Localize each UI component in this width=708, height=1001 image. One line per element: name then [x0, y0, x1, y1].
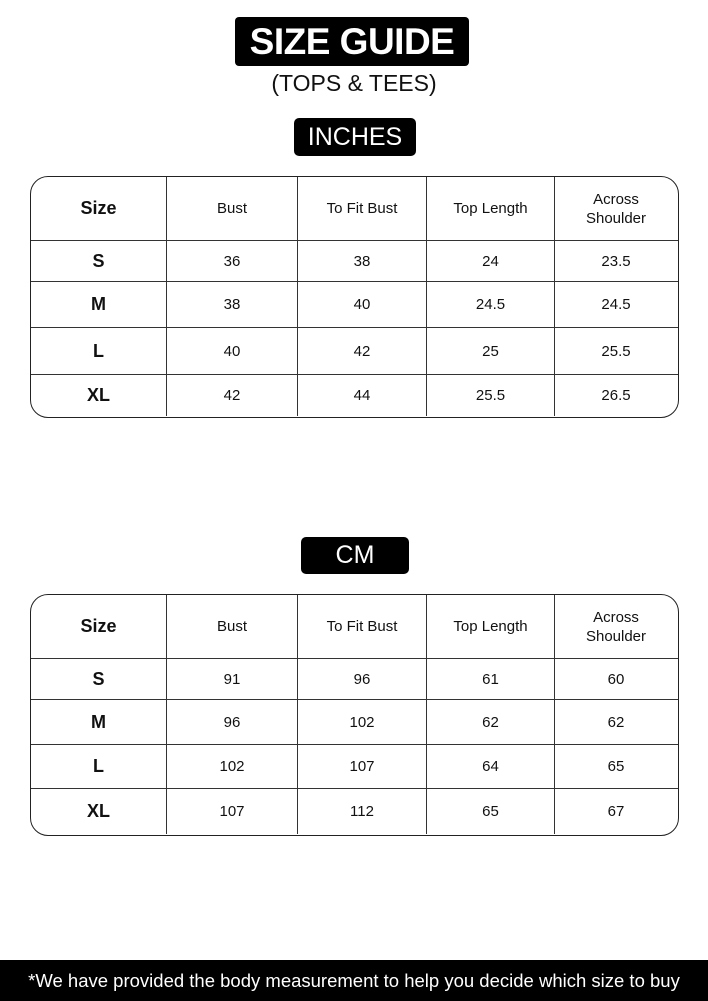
header-cell-across-shoulder: Across Shoulder: [585, 190, 647, 227]
bust-cell: 36: [167, 241, 298, 281]
top-length-cell: 65: [427, 789, 555, 834]
bust-cell: 91: [167, 659, 298, 699]
bust-cell: 38: [167, 282, 298, 327]
size-cell: L: [31, 328, 167, 374]
header-cell-to-fit-bust: To Fit Bust: [298, 595, 427, 658]
across-shoulder-cell: 62: [607, 713, 625, 731]
header-cell-top-length: Top Length: [427, 177, 555, 240]
to-fit-bust-cell: 42: [298, 328, 427, 374]
across-shoulder-cell: 67: [607, 803, 625, 820]
to-fit-bust-cell: 96: [298, 659, 427, 699]
top-length-cell: 24: [427, 241, 555, 281]
across-shoulder-cell: 23.5: [601, 252, 631, 270]
size-cell: S: [31, 241, 167, 281]
page-subtitle: (TOPS & TEES): [271, 70, 437, 96]
size-cell: XL: [31, 789, 167, 834]
header-cell-across-shoulder: Across Shoulder: [585, 608, 647, 645]
to-fit-bust-cell: 38: [298, 241, 427, 281]
to-fit-bust-cell: 112: [298, 789, 427, 834]
table-row: [31, 241, 678, 282]
to-fit-bust-cell: 40: [298, 282, 427, 327]
across-shoulder-cell: 60: [607, 670, 625, 688]
header-cell-bust: Bust: [167, 177, 298, 240]
to-fit-bust-cell: 102: [298, 700, 427, 744]
bust-cell: 96: [167, 700, 298, 744]
size-cell: M: [31, 700, 167, 744]
bust-cell: 102: [167, 745, 298, 788]
table-row: [31, 282, 678, 328]
header-cell-top-length: Top Length: [427, 595, 555, 658]
across-shoulder-cell: 24.5: [601, 296, 631, 313]
top-length-cell: 61: [427, 659, 555, 699]
top-length-cell: 24.5: [427, 282, 555, 327]
inches-unit-label: INCHES: [294, 118, 416, 156]
to-fit-bust-cell: 107: [298, 745, 427, 788]
table-row: [31, 745, 678, 789]
across-shoulder-cell: 65: [607, 758, 625, 775]
page-title: SIZE GUIDE: [235, 17, 469, 66]
inches-size-table: [30, 176, 679, 418]
size-cell: L: [31, 745, 167, 788]
header-cell-to-fit-bust: To Fit Bust: [298, 177, 427, 240]
table-row: [31, 700, 678, 745]
bust-cell: 42: [167, 375, 298, 416]
table-header-row: [31, 177, 678, 241]
across-shoulder-cell: 25.5: [601, 342, 631, 360]
bust-cell: 40: [167, 328, 298, 374]
table-header-row: [31, 595, 678, 659]
footer-note: *We have provided the body measurement to help you decide which size to buy: [0, 960, 708, 1001]
across-shoulder-cell: 26.5: [601, 387, 631, 404]
size-cell: M: [31, 282, 167, 327]
table-row: [31, 375, 678, 416]
cm-unit-label: CM: [301, 537, 409, 574]
table-row: [31, 328, 678, 375]
cm-size-table: [30, 594, 679, 836]
header-cell-size: Size: [31, 177, 167, 240]
header-cell-bust: Bust: [167, 595, 298, 658]
table-row: [31, 789, 678, 834]
top-length-cell: 64: [427, 745, 555, 788]
to-fit-bust-cell: 44: [298, 375, 427, 416]
top-length-cell: 25: [427, 328, 555, 374]
bust-cell: 107: [167, 789, 298, 834]
top-length-cell: 62: [427, 700, 555, 744]
size-cell: XL: [31, 375, 167, 416]
top-length-cell: 25.5: [427, 375, 555, 416]
table-row: [31, 659, 678, 700]
header-cell-size: Size: [31, 595, 167, 658]
size-cell: S: [31, 659, 167, 699]
